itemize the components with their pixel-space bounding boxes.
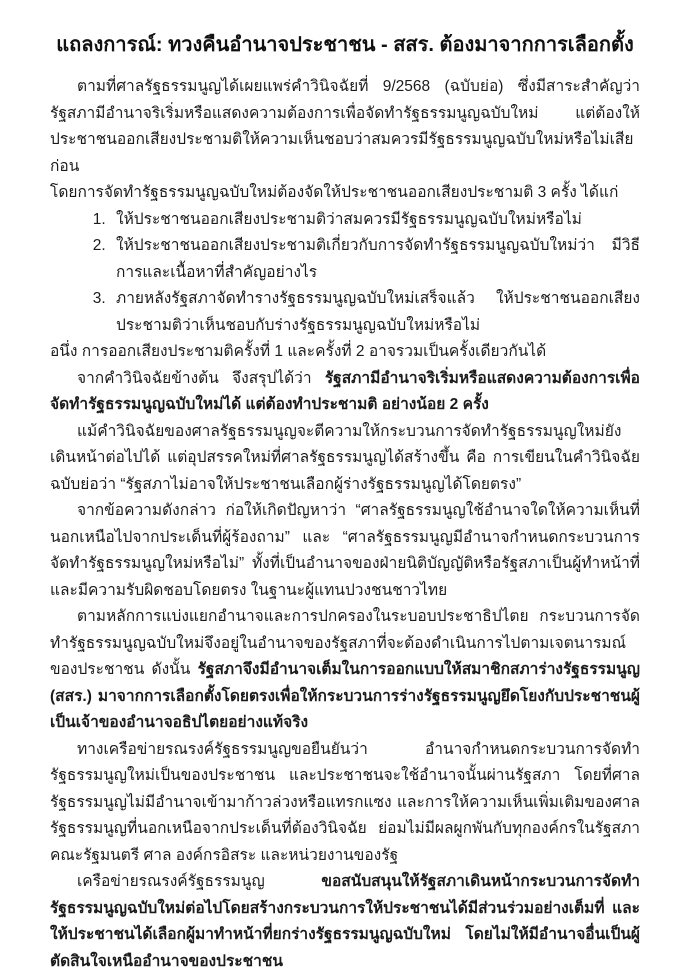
- list-item-referendum-1: 1. ให้ประชาชนออกเสียงประชามติว่าสมควรมีรัฐธรรมนูญฉบับใหม่หรือไม่: [110, 207, 640, 234]
- paragraph-separation-of-powers: [50, 604, 640, 737]
- principle-lead-text: ตามหลักการแบ่งแยกอำนาจและการปกครองในระบอบประชาธิปไตย กระบวนการจัดทำรัฐธรรมนูญฉบับใหม่จึงอยู่ในอำนาจของรัฐสภาที่จะต้องดำเนินการไปตามเจตนารมณ์ของประชาชน ดังนั้น: [50, 608, 640, 678]
- support-emphasis-text: ขอสนับสนุนให้รัฐสภาเดินหน้ากระบวนการจัดทำรัฐธรรมนูญฉบับใหม่ต่อไปโดยสร้างกระบวนการให้ประชาชนได้มีส่วนร่วมอย่างเต็มที่ และให้ประชาชนได้เลือกผู้มาทำหน้าที่ยกร่างรัฐธรรมนูญฉบับใหม่ โดยไม่ให้มีอำนาจอื่นเป็นผู้ตัดสินใจเหนืออำนาจของประชาชน: [50, 873, 640, 970]
- paragraph-conclusion: [50, 366, 640, 419]
- paragraph-network-affirmation: ทางเครือข่ายรณรงค์รัฐธรรมนูญขอยืนยันว่า อำนาจกำหนดกระบวนการจัดทำรัฐธรรมนูญใหม่เป็นของประชาชน และประชาชนจะใช้อำนาจนั้นผ่านรัฐสภา โดยที่ศาลรัฐธรรมนูญไม่มีอำนาจเข้ามาก้าวล่วงหรือแทรกแซง และการให้ความเห็นเพิ่มเติมของศาลรัฐธรรมนูญที่นอกเหนือจากประเด็นที่ต้องวินิจฉัย ย่อมไม่มีผลผูกพันกับทุกองค์กรในรัฐสภา คณะรัฐมนตรี ศาล องค์กรอิสระ และหน่วยงานของรัฐ: [50, 740, 640, 864]
- conclusion-emphasis-text: รัฐสภามีอำนาจริเริ่มหรือแสดงความต้องการเพื่อจัดทำรัฐธรรมนูญฉบับใหม่ได้ แต่ต้องทำประชามติ อย่างน้อย 2 ครั้ง: [50, 369, 640, 413]
- paragraph-problem-raised: จากข้อความดังกล่าว ก่อให้เกิดปัญหาว่า “ศาลรัฐธรรมนูญใช้อำนาจใดให้ความเห็นที่นอกเหนือไปจากประเด็นที่ผู้ร้องถาม” และ “ศาลรัฐธรรมนูญมีอำนาจกำหนดกระบวนการจัดทำรัฐธรรมนูญใหม่หรือไม่” ทั้งที่เป็นอำนาจของฝ่ายนิติบัญญัติหรือรัฐสภาเป็นผู้ทำหน้าที่และมีความรับผิดชอบโดยตรง ในฐานะผู้แทนปวงชนชาวไทย: [50, 502, 640, 599]
- paragraph-new-obstacle: แม้คำวินิจฉัยของศาลรัฐธรรมนูญจะตีความให้กระบวนการจัดทำรัฐธรรมนูญใหม่ยังเดินหน้าต่อไปได้ แต่อุปสรรคใหม่ที่ศาลรัฐธรรมนูญได้สร้างขึ้น คือ การเขียนในคำวินิจฉัยฉบับย่อว่า “รัฐสภาไม่อาจให้ประชาชนเลือกผู้ร่างรัฐธรรมนูญได้โดยตรง”: [50, 422, 640, 493]
- paragraph-combining-note: อนึ่ง การออกเสียงประชามติครั้งที่ 1 และครั้งที่ 2 อาจรวมเป็นครั้งเดียวกันได้: [50, 343, 547, 360]
- conclusion-lead-text: จากคำวินิจฉัยข้างต้น จึงสรุปได้ว่า: [77, 369, 325, 387]
- support-lead-text: เครือข่ายรณรงค์รัฐธรรมนูญ: [77, 873, 322, 890]
- list-item-referendum-3: 3. ภายหลังรัฐสภาจัดทำรางรัฐธรรมนูญฉบับใหม่เสร็จแล้ว ให้ประชาชนออกเสียงประชามติว่าเห็นชอบกับร่างรัฐธรรมนูญฉบับใหม่หรือไม่: [110, 286, 640, 339]
- list-item-referendum-2: 2. ให้ประชาชนออกเสียงประชามติเกี่ยวกับการจัดทำรัฐธรรมนูญฉบับใหม่ว่า มีวิธีการและเนื้อหาที่สำคัญอย่างไร: [110, 233, 640, 286]
- principle-emphasis-text: รัฐสภาจึงมีอำนาจเต็มในการออกแบบให้สมาชิกสภาร่างรัฐธรรมนูญ (สสร.) มาจากการเลือกตั้งโดยตรงเพื่อให้กระบวนการร่างรัฐธรรมนูญยึดโยงกับประชาชนผู้เป็นเจ้าของอำนาจอธิปไตยอย่างแท้จริง: [50, 661, 640, 731]
- paragraph-court-ruling-intro: ตามที่ศาลรัฐธรรมนูญได้เผยแพร่คำวินิจฉัยที่ 9/2568 (ฉบับย่อ) ซึ่งมีสาระสำคัญว่า รัฐสภามีอำนาจริเริ่มหรือแสดงความต้องการเพื่อจัดทำรัฐธรรมนูญฉบับใหม่ แต่ต้องให้ประชาชนออกเสียงประชามติให้ความเห็นชอบว่าสมควรมีรัฐธรรมนูญฉบับใหม่หรือไม่เสียก่อน: [50, 78, 640, 175]
- referendum-steps-list: [50, 207, 640, 340]
- paragraph-network-support: [50, 869, 640, 975]
- document-title: แถลงการณ์: ทวงคืนอำนาจประชาชน - สสร. ต้องมาจากการเลือกตั้ง: [56, 34, 634, 56]
- paragraph-referendum-lead: โดยการจัดทำรัฐธรรมนูญฉบับใหม่ต้องจัดให้ประชาชนออกเสียงประชามติ 3 ครั้ง ได้แก่: [50, 184, 619, 201]
